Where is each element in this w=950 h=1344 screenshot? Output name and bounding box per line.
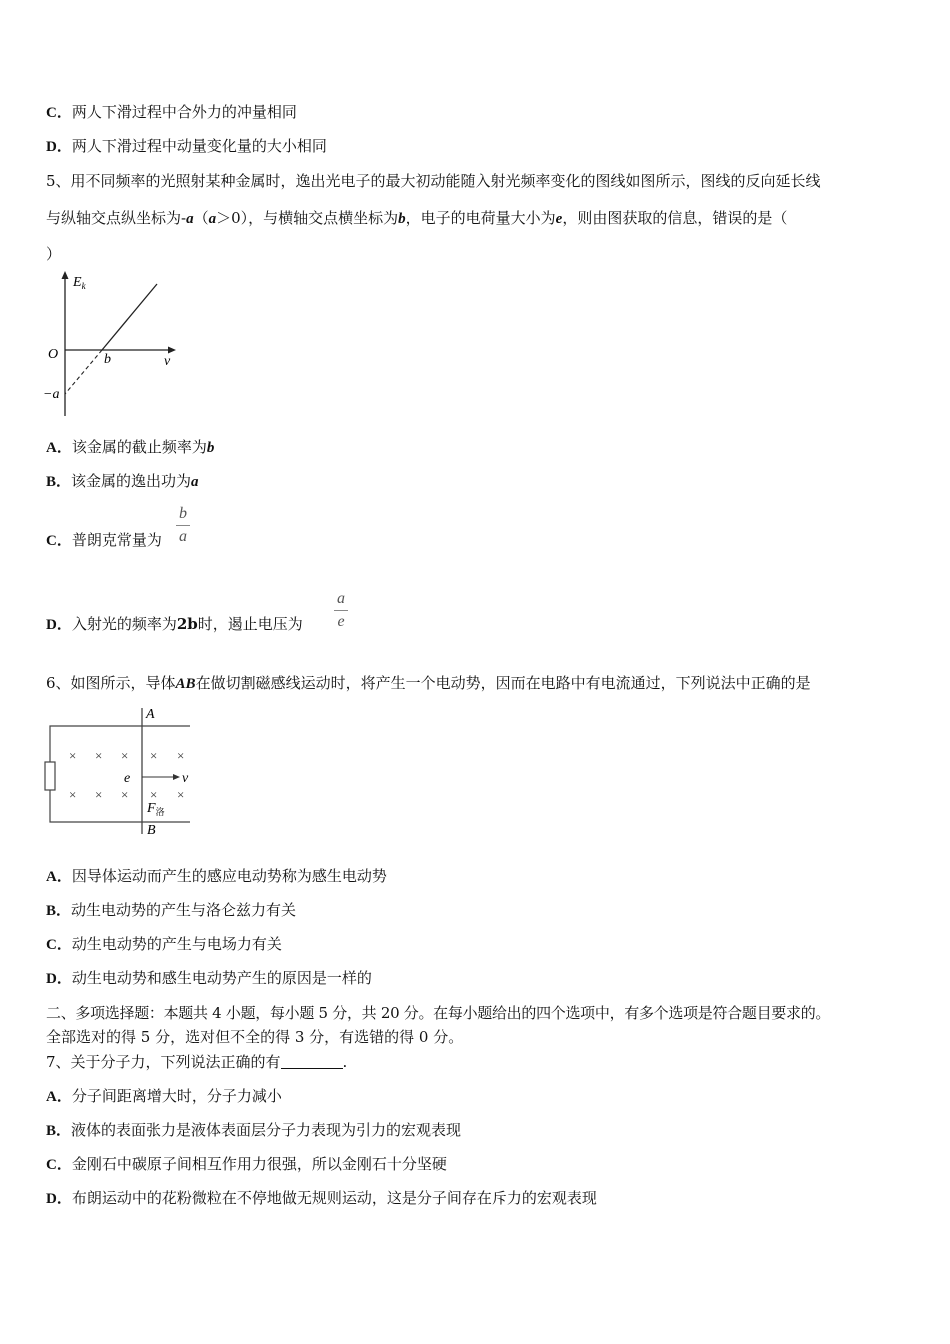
y-axis-arrow: [62, 271, 69, 279]
q5-option-c: [46, 530, 162, 551]
option-text: 普朗克常量为: [71, 531, 162, 549]
y-axis-label: $E_k$: [73, 275, 86, 291]
q5-option-c-fraction: [176, 505, 190, 546]
option-letter: C．: [46, 1157, 72, 1173]
velocity-arrowhead: [173, 774, 180, 780]
stem-text: ，电子的电荷量大小为: [405, 209, 556, 227]
stem-text: .: [342, 1053, 348, 1071]
option-value: 2b: [176, 615, 198, 633]
var-e: e: [555, 211, 563, 227]
q6-option-a: [46, 866, 387, 887]
q7-option-c: [46, 1154, 447, 1175]
fraction-denominator: a: [179, 528, 187, 545]
option-letter: B．: [46, 1123, 72, 1139]
option-text: 分子间距离增大时，分子力减小: [71, 1087, 282, 1105]
q4-option-c: [46, 102, 297, 123]
label-b: B: [147, 823, 156, 838]
field-cross: ×: [121, 787, 129, 802]
option-letter: A．: [46, 869, 72, 885]
q7-option-a: [46, 1086, 282, 1107]
stem-text: 6、如图所示，导体: [46, 674, 176, 692]
answer-blank: [281, 1054, 343, 1069]
stem-text: ）: [46, 245, 62, 263]
section-2-heading: [46, 1003, 830, 1023]
section-2-note: [46, 1027, 463, 1047]
fraction-denominator: e: [337, 613, 345, 630]
q5-ek-graph: [40, 268, 180, 418]
stem-text: 在做切割磁感线运动时，将产生一个电动势，因而在电路中有电流通过，下列说法中正确的是: [195, 674, 811, 692]
q5-stem-line-2: [46, 208, 787, 229]
option-var: a: [191, 474, 199, 490]
q5-option-d-fraction: [334, 590, 348, 631]
ek-line: [102, 284, 157, 350]
field-cross: ×: [150, 787, 158, 802]
option-letter: C．: [46, 937, 72, 953]
fraction-numerator: a: [337, 590, 345, 607]
var-ab: AB: [175, 676, 196, 692]
field-cross: ×: [177, 787, 185, 802]
resistor: [45, 762, 55, 790]
option-letter: D．: [46, 1191, 72, 1207]
option-letter: D．: [46, 971, 72, 987]
q7-stem: [46, 1052, 347, 1072]
option-letter: B．: [46, 474, 72, 490]
section-note-text: 全部选对的得 5 分，选对但不全的得 3 分，有选错的得 0 分。: [46, 1028, 464, 1046]
field-cross: ×: [121, 748, 129, 763]
field-cross: ×: [95, 748, 103, 763]
q6-option-b: [46, 900, 296, 921]
field-cross: ×: [95, 787, 103, 802]
option-text: 动生电动势的产生与洛仑兹力有关: [71, 901, 297, 919]
option-text: 两人下滑过程中动量变化量的大小相同: [71, 137, 327, 155]
section-heading-text: 二、多项选择题：本题共 4 小题，每小题 5 分，共 20 分。在每小题给出的四个选项中，有多个选项是符合题目要求的。: [46, 1004, 831, 1022]
x-axis-arrow: [168, 347, 176, 354]
q5-option-b: [46, 471, 199, 492]
option-letter: D．: [46, 617, 72, 633]
q5-stem-line-1: [46, 171, 821, 191]
field-cross: ×: [69, 787, 77, 802]
field-cross: ×: [69, 748, 77, 763]
option-text: 液体的表面张力是液体表面层分子力表现为引力的宏观表现: [71, 1121, 462, 1139]
option-letter: A．: [46, 1089, 72, 1105]
label-v: v: [182, 771, 189, 786]
label-a: A: [146, 707, 155, 722]
q5-option-a: [46, 437, 214, 458]
option-text: 动生电动势和感生电动势产生的原因是一样的: [71, 969, 372, 987]
fraction-bar: [176, 525, 190, 526]
stem-text: 7、关于分子力，下列说法正确的有: [46, 1053, 281, 1071]
stem-text: 5、用不同频率的光照射某种金属时，逸出光电子的最大初动能随入射光频率变化的图线如图所示，图线的反向延长线: [46, 172, 821, 190]
field-cross: ×: [177, 748, 185, 763]
x-intercept-label: b: [104, 352, 111, 367]
option-var: b: [206, 440, 215, 456]
q4-option-d: [46, 136, 327, 157]
option-text: 因导体运动而产生的感应电动势称为感生电动势: [71, 867, 387, 885]
q6-option-d: [46, 968, 372, 989]
option-text: 金刚石中碳原子间相互作用力很强，所以金刚石十分坚硬: [71, 1155, 447, 1173]
q7-option-b: [46, 1120, 461, 1141]
stem-text: ，则由图获取的信息，错误的是（: [562, 209, 788, 227]
q6-circuit-figure: [44, 704, 194, 838]
extension-dashed: [65, 350, 102, 394]
var-b: b: [398, 211, 406, 227]
q6-stem: [46, 673, 811, 694]
option-letter: C．: [46, 105, 72, 121]
var-a: a: [208, 211, 217, 227]
y-intercept-label: −a: [43, 387, 60, 402]
option-text: 时，遏止电压为: [197, 615, 303, 633]
field-cross: ×: [150, 748, 158, 763]
option-text: 布朗运动中的花粉微粒在不停地做无规则运动，这是分子间存在斥力的宏观表现: [71, 1189, 597, 1207]
option-letter: A．: [46, 440, 72, 456]
option-text: 两人下滑过程中合外力的冲量相同: [71, 103, 297, 121]
stem-text: （: [193, 209, 209, 227]
q6-option-c: [46, 934, 282, 955]
stem-text: 与纵轴交点纵坐标为-: [46, 209, 187, 227]
option-text: 入射光的频率为: [71, 615, 177, 633]
q7-option-d: [46, 1188, 597, 1209]
option-text: 动生电动势的产生与电场力有关: [71, 935, 282, 953]
label-f-lorentz: $F_洛$: [147, 801, 165, 817]
x-axis-label: ν: [164, 354, 171, 369]
stem-text: ＞0），与横轴交点横坐标为: [216, 209, 399, 227]
option-letter: D．: [46, 139, 72, 155]
q5-option-d: [46, 614, 303, 635]
option-text: 该金属的逸出功为: [71, 472, 192, 490]
option-letter: C．: [46, 533, 72, 549]
fraction-numerator: b: [179, 505, 187, 522]
fraction-bar: [334, 610, 348, 611]
q5-stem-line-3: [46, 244, 61, 264]
var-a: a: [186, 211, 194, 227]
option-letter: B．: [46, 903, 72, 919]
origin-label: O: [48, 347, 59, 362]
label-e: e: [124, 771, 131, 786]
option-text: 该金属的截止频率为: [71, 438, 207, 456]
